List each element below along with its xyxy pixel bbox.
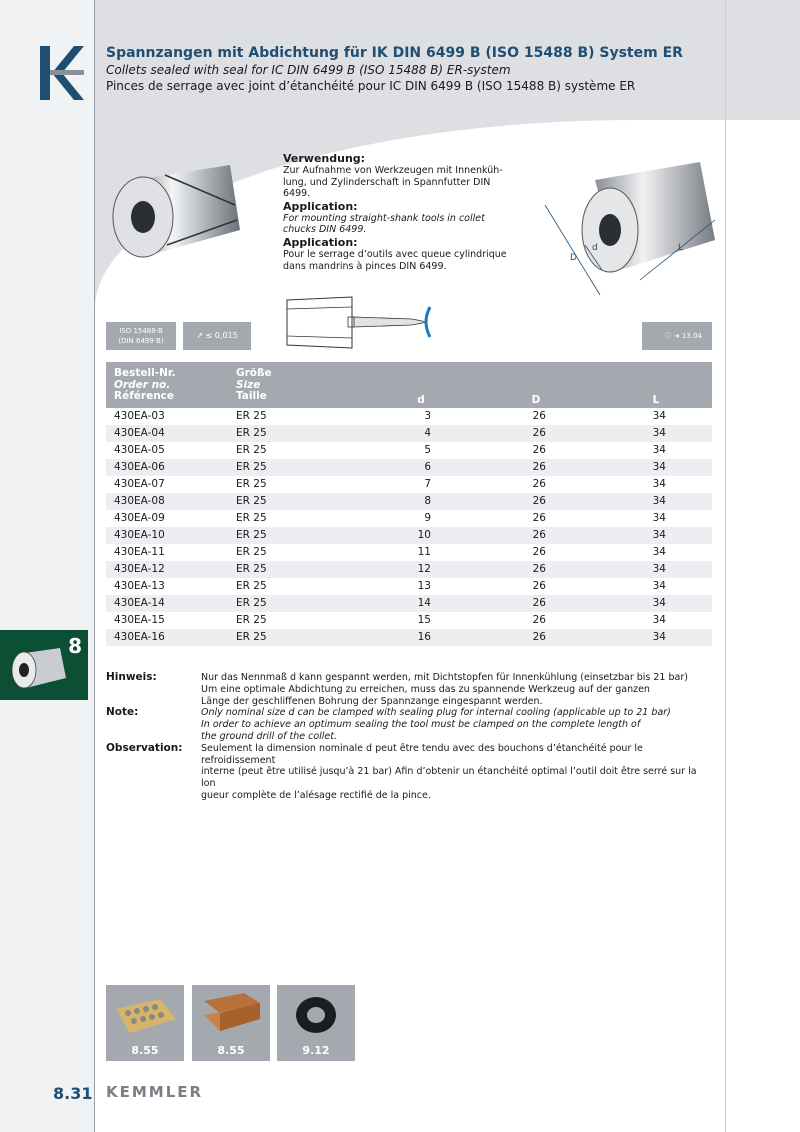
- cell-order: 430EA-04: [114, 427, 165, 439]
- cell-l: 34: [652, 631, 666, 643]
- note-fr-line: gueur complète de l’alésage rectifié de la pince.: [201, 789, 431, 801]
- cell-d: 26: [532, 461, 546, 473]
- table-header: [106, 362, 712, 408]
- cell-l: 34: [652, 529, 666, 541]
- cell-order: 430EA-15: [114, 614, 165, 626]
- cell-order: 430EA-06: [114, 461, 165, 473]
- cell-order: 430EA-13: [114, 580, 165, 592]
- collet-thumbnail-icon: [8, 642, 68, 692]
- chapter-number: 8: [68, 634, 82, 658]
- header-size-en: Size: [236, 378, 261, 391]
- note-en-line: the ground drill of the collet.: [201, 730, 338, 742]
- clamping-nut-icon: [281, 989, 351, 1039]
- cell-d: 26: [532, 495, 546, 507]
- iso-standard-badge: [106, 322, 176, 350]
- cell-d: 12: [417, 563, 431, 575]
- cell-l: 34: [652, 478, 666, 490]
- table-row: [106, 476, 712, 493]
- header-D: D: [531, 394, 541, 406]
- brand-name: KEMMLER: [106, 1083, 204, 1101]
- cell-size: ER 25: [236, 444, 267, 456]
- cell-d: 26: [532, 427, 546, 439]
- cell-l: 34: [652, 546, 666, 558]
- note-text-fr: [201, 743, 712, 802]
- usage-heading-de: Verwendung:: [283, 152, 366, 165]
- cell-d: 3: [424, 410, 431, 422]
- note-fr-line: Seulement la dimension nominale d peut être tendu avec des bouchons d’étanchéité pour le refroidissement: [201, 742, 643, 766]
- table-row: [106, 527, 712, 544]
- note-fr-line: interne (peut être utilisé jusqu’à 21 bar) Afin d’obtenir un étanchéité optimal l’outil doit être serré sur la lon: [201, 766, 697, 790]
- cell-l: 34: [652, 427, 666, 439]
- note-en-line: In order to achieve an optimum sealing the tool must be clamped on the complete length of: [201, 719, 641, 731]
- usage-heading-fr: Application:: [283, 235, 358, 249]
- notes-section: [106, 672, 712, 802]
- usage-text-de: Zur Aufnahme von Werkzeugen mit Innenküh-lung, und Zylinderschaft in Spannfutter DIN 6499.: [283, 165, 503, 200]
- table-row: [106, 425, 712, 442]
- collet-dimension-drawing-icon: [540, 150, 720, 300]
- cell-order: 430EA-16: [114, 631, 165, 643]
- note-de-line: Um eine optimale Abdichtung zu erreichen, muss das zu spannende Werkzeug auf der ganzen: [201, 683, 650, 695]
- cell-d: 9: [424, 512, 431, 524]
- usage-text-fr: Pour le serrage d’outils avec queue cylindrique dans mandrins à pinces DIN 6499.: [283, 248, 507, 272]
- table-row: [106, 612, 712, 629]
- table-row: [106, 442, 712, 459]
- cell-l: 34: [652, 512, 666, 524]
- cell-d: 7: [424, 478, 431, 490]
- note-label-fr: Observation:: [106, 741, 183, 754]
- usage-heading-en: Application:: [283, 199, 358, 213]
- cell-l: 34: [652, 614, 666, 626]
- cell-size: ER 25: [236, 546, 267, 558]
- cell-size: ER 25: [236, 580, 267, 592]
- cell-size: ER 25: [236, 410, 267, 422]
- cell-l: 34: [652, 580, 666, 592]
- title-english: Collets sealed with seal for IC DIN 6499 B (ISO 15488 B) ER-system: [106, 63, 511, 77]
- cell-l: 34: [652, 495, 666, 507]
- kemmler-logo-icon: [40, 46, 84, 100]
- cell-size: ER 25: [236, 614, 267, 626]
- table-row: [106, 561, 712, 578]
- note-text-en-cont: [201, 731, 712, 743]
- cell-l: 34: [652, 410, 666, 422]
- chapter-tab[interactable]: [0, 630, 88, 700]
- cell-d: 26: [532, 478, 546, 490]
- iso-line-1: ISO 15488-B: [119, 327, 163, 335]
- reference-page: 13.04: [681, 332, 702, 340]
- cell-d: 26: [532, 631, 546, 643]
- reference-badge[interactable]: [642, 322, 712, 350]
- related-label-3: 9.12: [302, 1044, 330, 1057]
- cell-size: ER 25: [236, 495, 267, 507]
- right-margin-line: [725, 0, 726, 1132]
- cell-d: 13: [417, 580, 431, 592]
- svg-text:L: L: [678, 243, 684, 253]
- cell-order: 430EA-12: [114, 563, 165, 575]
- page-title: [106, 44, 716, 94]
- related-clamping-nut[interactable]: [277, 985, 355, 1061]
- product-table: [106, 362, 712, 646]
- table-row: [106, 510, 712, 527]
- note-text-de: [201, 672, 712, 707]
- cell-size: ER 25: [236, 529, 267, 541]
- table-row: [106, 459, 712, 476]
- note-en-cont: [106, 731, 712, 743]
- wooden-box-icon: [196, 989, 266, 1039]
- cell-size: ER 25: [236, 563, 267, 575]
- usage-text-en: For mounting straight-shank tools in collet chucks DIN 6499.: [283, 212, 485, 236]
- cell-d: 26: [532, 614, 546, 626]
- cell-l: 34: [652, 563, 666, 575]
- note-de-line: Nur das Nennmaß d kann gespannt werden, mit Dichtstopfen für Innenkühlung (einsetzbar bis 21 bar): [201, 672, 688, 683]
- arrow-icon: ↗: [196, 331, 203, 340]
- cell-d: 26: [532, 580, 546, 592]
- cell-order: 430EA-09: [114, 512, 165, 524]
- svg-text:d: d: [592, 243, 598, 253]
- cell-order: 430EA-05: [114, 444, 165, 456]
- title-french: Pinces de serrage avec joint d’étanchéité pour IC DIN 6499 B (ISO 15488 B) système ER: [106, 79, 636, 93]
- iso-line-2: (DIN 6499 B): [118, 337, 164, 345]
- cell-order: 430EA-11: [114, 546, 165, 558]
- header-size: [236, 368, 272, 403]
- note-de: [106, 672, 712, 707]
- table-row: [106, 493, 712, 510]
- tolerance-value: ≤ 0,015: [205, 331, 238, 340]
- cell-size: ER 25: [236, 597, 267, 609]
- related-collet-set[interactable]: [106, 985, 184, 1061]
- page-number: 8.31: [53, 1084, 93, 1103]
- cell-d: 5: [424, 444, 431, 456]
- cell-size: ER 25: [236, 478, 267, 490]
- header-order-no: [114, 368, 176, 403]
- cell-size: ER 25: [236, 461, 267, 473]
- note-en: [106, 707, 712, 731]
- cell-d: 4: [424, 427, 431, 439]
- table-body: [106, 408, 712, 646]
- cell-d: 26: [532, 410, 546, 422]
- note-label-en: Note:: [106, 706, 139, 719]
- title-german: Spannzangen mit Abdichtung für IK DIN 6499 B (ISO 15488 B) System ER: [106, 45, 683, 61]
- header-L: L: [652, 394, 660, 406]
- cell-d: 26: [532, 546, 546, 558]
- note-en-line: Only nominal size d can be clamped with sealing plug for internal cooling (applicable up to 21 bar): [201, 707, 671, 719]
- application-text: [283, 152, 518, 272]
- cell-d: 26: [532, 563, 546, 575]
- cell-l: 34: [652, 444, 666, 456]
- note-fr: [106, 743, 712, 802]
- cell-order: 430EA-03: [114, 410, 165, 422]
- cell-d: 15: [417, 614, 431, 626]
- table-row: [106, 578, 712, 595]
- table-row: [106, 408, 712, 425]
- tolerance-badge: [183, 322, 251, 350]
- table-row: [106, 544, 712, 561]
- collet-tool-diagram-icon: [282, 295, 452, 350]
- header-d: d: [417, 394, 425, 406]
- cell-d: 10: [417, 529, 431, 541]
- cell-d: 11: [417, 546, 431, 558]
- cell-d: 6: [424, 461, 431, 473]
- cell-d: 14: [417, 597, 431, 609]
- table-row: [106, 629, 712, 646]
- table-row: [106, 595, 712, 612]
- svg-text:D: D: [570, 253, 577, 263]
- header-order-fr: Référence: [114, 390, 175, 402]
- note-de-line: Länge der geschliffenen Bohrung der Spannzange eingespannt werden.: [201, 695, 543, 707]
- cell-d: 8: [424, 495, 431, 507]
- cell-size: ER 25: [236, 427, 267, 439]
- cell-d: 26: [532, 444, 546, 456]
- related-label-2: 8.55: [217, 1044, 245, 1057]
- cell-d: 16: [417, 631, 431, 643]
- cell-d: 26: [532, 529, 546, 541]
- header-size-fr: Taille: [236, 390, 267, 402]
- cell-order: 430EA-08: [114, 495, 165, 507]
- cell-size: ER 25: [236, 512, 267, 524]
- header-order-de: Bestell-Nr.: [114, 367, 176, 379]
- info-icon: ⓘ ➜: [664, 332, 680, 340]
- cell-order: 430EA-07: [114, 478, 165, 490]
- left-margin-panel: [0, 0, 95, 1132]
- cell-d: 26: [532, 597, 546, 609]
- cell-order: 430EA-14: [114, 597, 165, 609]
- cell-l: 34: [652, 461, 666, 473]
- cell-d: 26: [532, 512, 546, 524]
- collet-photo-icon: [105, 145, 245, 275]
- cell-size: ER 25: [236, 631, 267, 643]
- collet-set-icon: [110, 989, 180, 1039]
- header-size-de: Größe: [236, 367, 272, 379]
- cell-order: 430EA-10: [114, 529, 165, 541]
- related-wooden-box[interactable]: [192, 985, 270, 1061]
- note-label-de: Hinweis:: [106, 671, 157, 683]
- header-order-en: Order no.: [114, 378, 171, 391]
- related-label-1: 8.55: [131, 1044, 159, 1057]
- cell-l: 34: [652, 597, 666, 609]
- note-text-en: [201, 707, 712, 731]
